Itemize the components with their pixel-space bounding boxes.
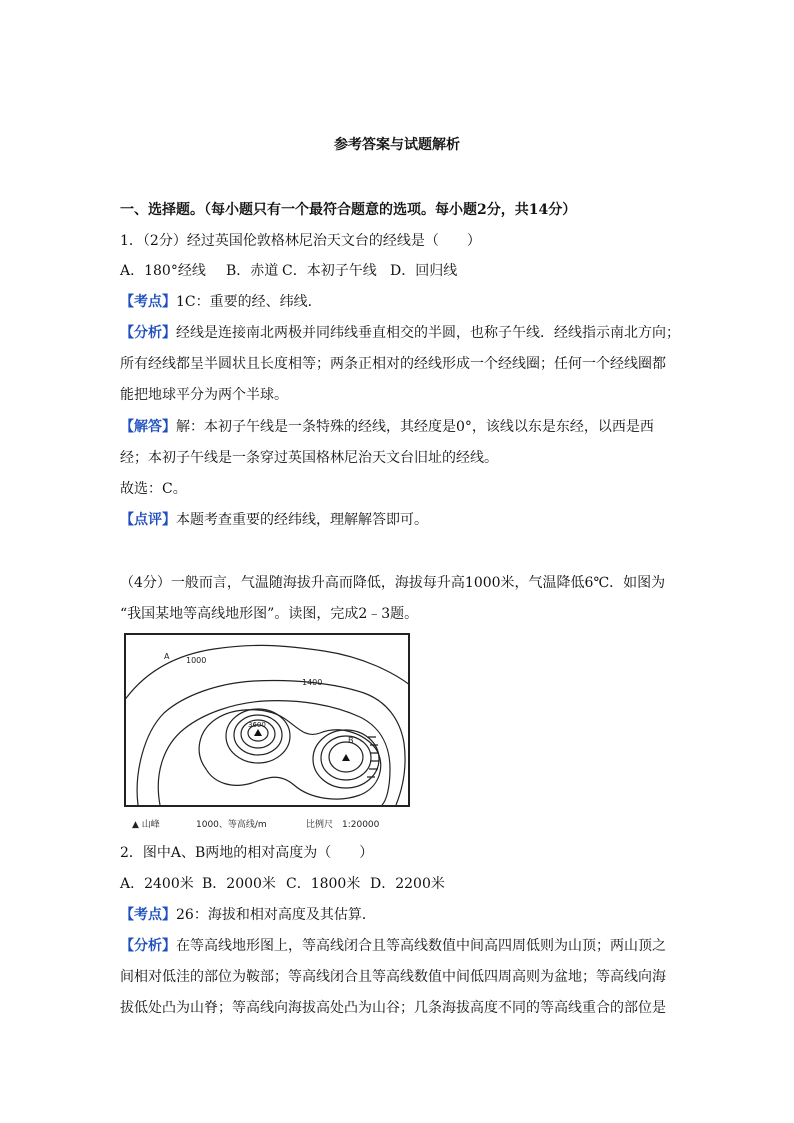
q1-stem: 1．（2分）经过英国伦敦格林尼治天文台的经线是（ ） bbox=[120, 233, 481, 249]
q1-fenxi bbox=[120, 322, 680, 342]
q1-option-c: C．本初子午线 bbox=[282, 263, 377, 279]
q1-answer: 故选：C。 bbox=[120, 481, 187, 497]
fenxi-tag: 【分析】 bbox=[120, 325, 176, 341]
q1-option-b: B．赤道 bbox=[226, 263, 279, 279]
q1-kaodian bbox=[120, 291, 680, 311]
label-b: B bbox=[348, 736, 354, 745]
label-1400: 1400 bbox=[302, 678, 323, 687]
fenxi-text-1: 经线是连接南北两极并同纬线垂直相交的半圆，也称子午线．经线指示南北方向； bbox=[176, 325, 680, 341]
contour-1800 bbox=[199, 710, 381, 799]
group-intro-line-1: （4分）一般而言，气温随海拔升高而降低，海拔每升高1000米，气温降低6℃．如图为 bbox=[120, 575, 666, 591]
q2-options bbox=[120, 873, 680, 893]
label-1000: 1000 bbox=[186, 656, 207, 665]
peak-b-symbol bbox=[342, 754, 350, 761]
contour-1400 bbox=[158, 701, 390, 805]
q2-option-a: A．2400米 bbox=[120, 876, 194, 892]
legend-scale: 比例尺 1:20000 bbox=[306, 820, 380, 830]
q2-option-c: C．1800米 bbox=[286, 876, 361, 892]
kaodian-tag: 【考点】 bbox=[120, 294, 176, 310]
peak-a-symbol bbox=[254, 729, 262, 736]
q2-option-d: D．2200米 bbox=[370, 876, 445, 892]
label-peak-elev: 3600 bbox=[248, 721, 266, 729]
label-a: A bbox=[164, 652, 170, 661]
q1-option-a: A．180°经线 bbox=[120, 263, 206, 279]
dianping-tag: 【点评】 bbox=[120, 512, 176, 528]
jieda-tag: 【解答】 bbox=[120, 419, 176, 435]
section-heading: 一、选择题。（每小题只有一个最符合题意的选项。每小题2分，共14分） bbox=[120, 202, 577, 218]
q2-stem: 2．图中A、B两地的相对高度为（ ） bbox=[120, 845, 374, 861]
legend-peak: ▲ 山峰 bbox=[132, 820, 160, 830]
jieda-text-1: 解：本初子午线是一条特殊的经线，其经度是0°，该线以东是东经，以西是西 bbox=[176, 419, 654, 435]
q2-kaodian bbox=[120, 904, 680, 924]
fenxi-text-1: 在等高线地形图上，等高线闭合且等高线数值中间高四周低则为山顶；两山顶之 bbox=[176, 938, 666, 954]
q1-fenxi-line-2: 所有经线都呈半圆状且长度相等；两条正相对的经线形成一个经线圈；任何一个经线圈都 bbox=[120, 356, 666, 372]
q1-fenxi-line-3: 能把地球平分为两个半球。 bbox=[120, 387, 288, 403]
kaodian-tag: 【考点】 bbox=[120, 907, 176, 923]
legend-contour: 1000、等高线/m bbox=[196, 820, 267, 830]
q2-fenxi bbox=[120, 935, 680, 955]
fenxi-tag: 【分析】 bbox=[120, 938, 176, 954]
group-intro-line-2: “我国某地等高线地形图”。读图，完成2﹣3题。 bbox=[120, 606, 419, 622]
q2-fenxi-line-3: 拔低处凸为山脊；等高线向海拔高处凸为山谷；几条海拔高度不同的等高线重合的部位是 bbox=[120, 1000, 666, 1016]
q1-option-d: D．回归线 bbox=[390, 263, 458, 279]
q1-dianping bbox=[120, 509, 680, 529]
q1-options bbox=[120, 260, 680, 280]
page-title: 参考答案与试题解析 bbox=[334, 137, 460, 153]
q1-jieda bbox=[120, 416, 680, 436]
kaodian-text: 1C：重要的经、纬线． bbox=[176, 294, 322, 310]
q1-jieda-line-2: 经；本初子午线是一条穿过英国格林尼治天文台旧址的经线。 bbox=[120, 450, 498, 466]
q2-fenxi-line-2: 间相对低洼的部位为鞍部；等高线闭合且等高线数值中间低四周高则为盆地；等高线向海 bbox=[120, 969, 666, 985]
contour-map bbox=[124, 633, 410, 833]
q2-option-b: B．2000米 bbox=[202, 876, 276, 892]
kaodian-text: 26：海拔和相对高度及其估算． bbox=[176, 907, 376, 923]
dianping-text: 本题考查重要的经纬线，理解解答即可。 bbox=[176, 512, 428, 528]
